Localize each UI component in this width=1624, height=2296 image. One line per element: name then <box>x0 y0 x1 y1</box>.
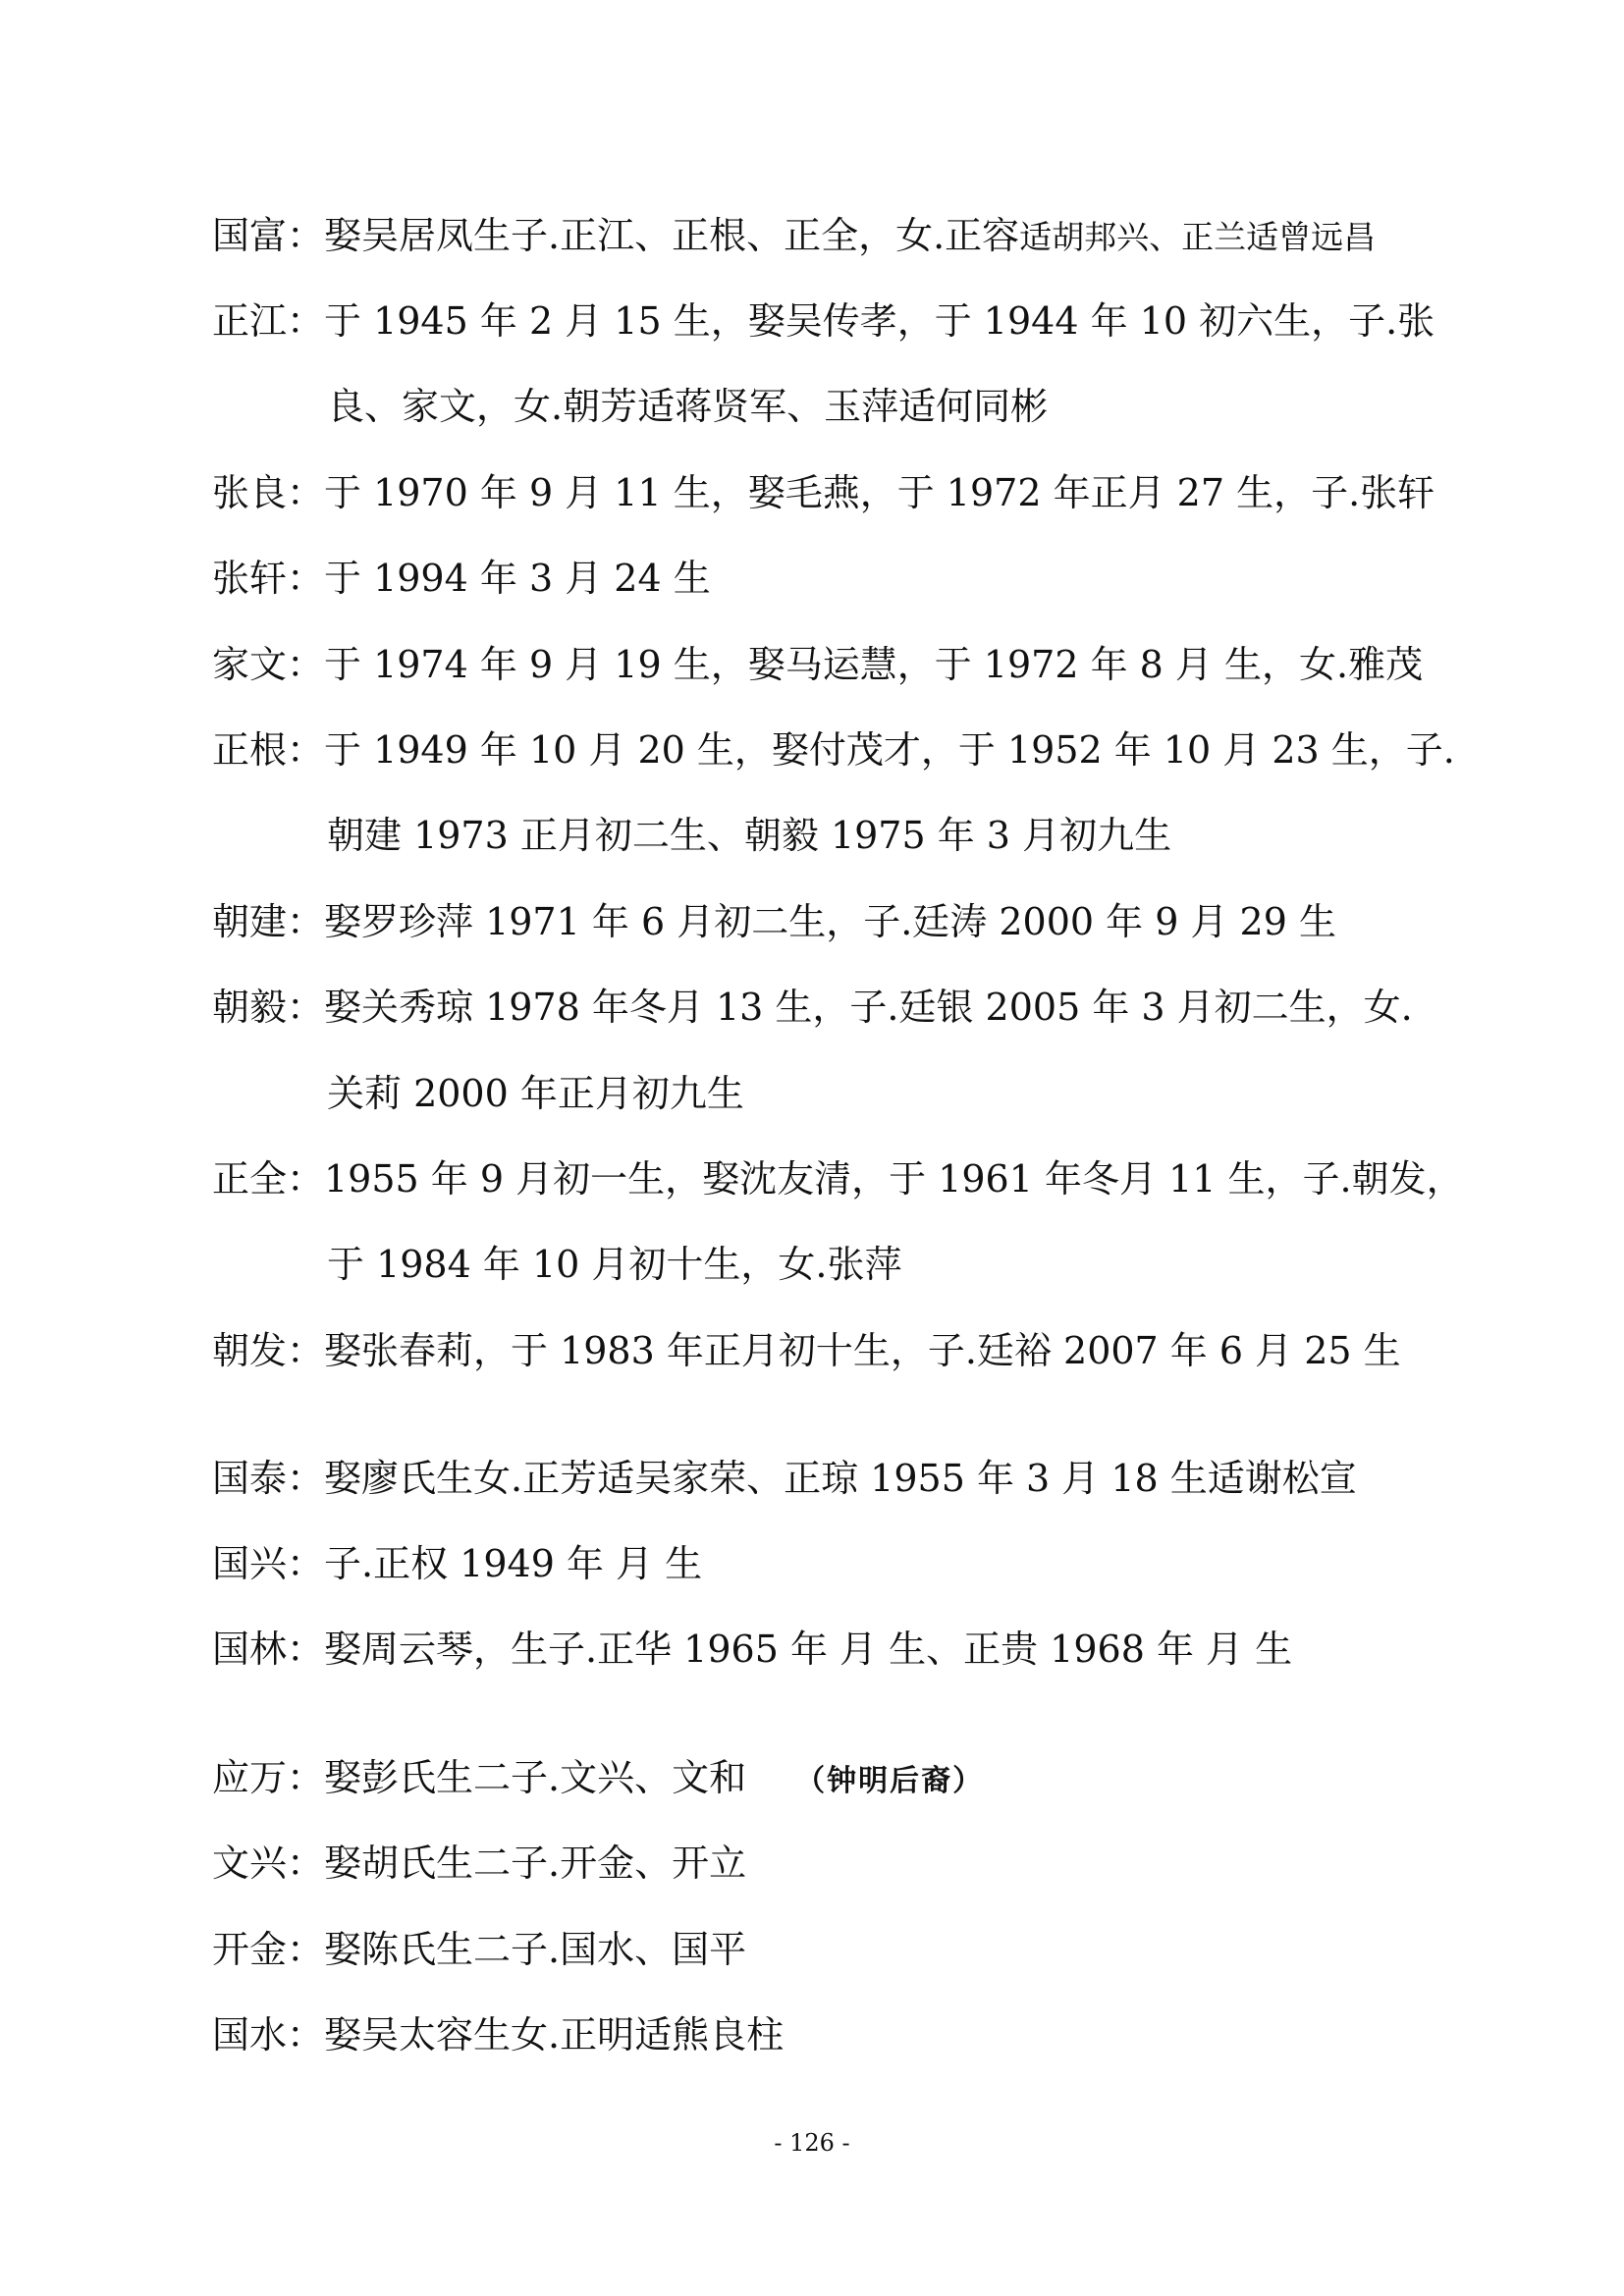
entry-guotai: 国泰：娶廖氏生女.正芳适吴家荣、正琼 1955 年 3 月 18 生适谢松宣 <box>212 1457 1357 1500</box>
entry-zhengjiang-line1: 正江：于 1945 年 2 月 15 生，娶吴传孝，于 1944 年 10 初六生，子.张 <box>212 299 1435 343</box>
entry-chaoyi-line2: 关莉 2000 年正月初九生 <box>327 1072 744 1115</box>
entry-zhengquan-line1: 正全：1955 年 9 月初一生，娶沈友清，于 1961 年冬月 11 生，子.朝发， <box>212 1157 1464 1201</box>
entry-zhangliang: 张良：于 1970 年 9 月 11 生，娶毛燕，于 1972 年正月 27 生，子.张轩 <box>212 471 1435 514</box>
entry-zhangxuan: 张轩：于 1994 年 3 月 24 生 <box>212 557 711 600</box>
entry-chaojian: 朝建：娶罗珍萍 1971 年 6 月初二生，子.廷涛 2000 年 9 月 29 生 <box>212 900 1336 943</box>
entry-guolin: 国林：娶周云琴，生子.正华 1965 年 月 生、正贵 1968 年 月 生 <box>212 1628 1293 1671</box>
entry-wenxing: 文兴：娶胡氏生二子.开金、开立 <box>212 1842 747 1885</box>
entry-chaoyi-line1: 朝毅：娶关秀琼 1978 年冬月 13 生，子.廷银 2005 年 3 月初二生，女. <box>212 986 1413 1029</box>
entry-chaofa: 朝发：娶张春莉，于 1983 年正月初十生，子.廷裕 2007 年 6 月 25 生 <box>212 1329 1401 1372</box>
page-number: - 126 - <box>774 2129 850 2157</box>
entry-jiawen: 家文：于 1974 年 9 月 19 生，娶马运慧，于 1972 年 8 月 生，女.雅茂 <box>212 643 1424 686</box>
entry-guoxing: 国兴：子.正权 1949 年 月 生 <box>212 1542 703 1585</box>
entry-guoshui: 国水：娶吴太容生女.正明适熊良柱 <box>212 2013 785 2056</box>
lineage-note: （钟明后裔） <box>795 1764 985 1798</box>
entry-guofu-text: 国富：娶吴居凤生子.正江、正根、正全，女.正容 <box>212 214 1020 257</box>
entry-guofu-tail: 适胡邦兴、正兰适曾远昌 <box>1019 218 1377 256</box>
entry-zhengquan-line2: 于 1984 年 10 月初十生，女.张萍 <box>327 1243 902 1286</box>
entry-guofu <box>212 214 1376 259</box>
entry-zhenggen-line2: 朝建 1973 正月初二生、朝毅 1975 年 3 月初九生 <box>327 814 1172 857</box>
entry-zhengjiang-line2: 良、家文，女.朝芳适蒋贤军、玉萍适何同彬 <box>327 385 1049 428</box>
entry-kaijin: 开金：娶陈氏生二子.国水、国平 <box>212 1928 747 1971</box>
entry-yingwan-text: 应万：娶彭氏生二子.文兴、文和 <box>212 1756 747 1799</box>
entry-zhenggen-line1: 正根：于 1949 年 10 月 20 生，娶付茂才，于 1952 年 10 月 23 生，子. <box>212 728 1455 772</box>
entry-yingwan <box>212 1756 984 1803</box>
